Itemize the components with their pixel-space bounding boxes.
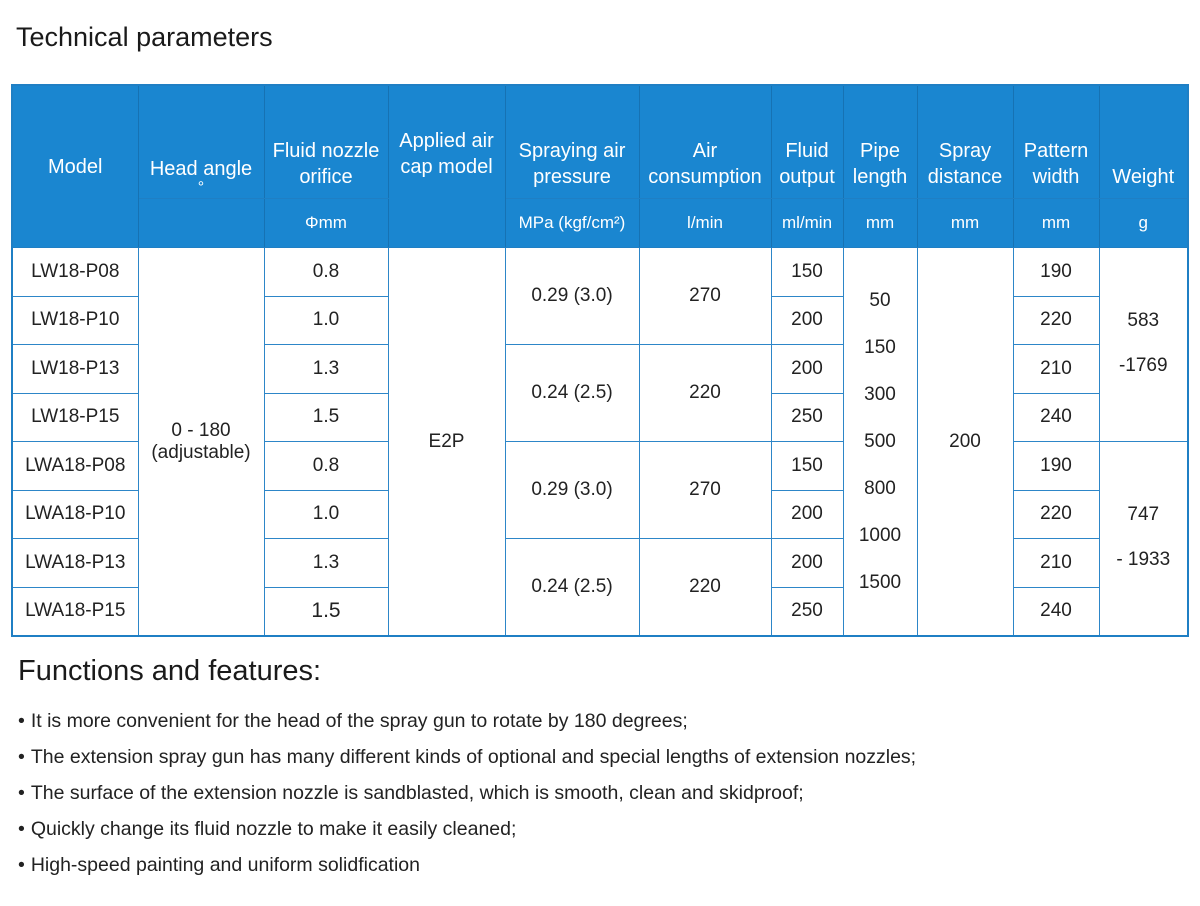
list-item: • Quickly change its fluid nozzle to make it easily cleaned;: [18, 818, 517, 840]
unit-head-angle: [138, 199, 264, 248]
header-spraying-pressure: Spraying air pressure: [505, 85, 639, 199]
header-weight: Weight: [1099, 85, 1188, 199]
unit-spraying-pressure: MPa (kgf/cm²): [505, 199, 639, 248]
technical-parameters-table-wrap: [11, 84, 1187, 629]
pattern-width-cell: 220: [1013, 490, 1099, 539]
header-pipe-length: Pipe length: [843, 85, 917, 199]
bullet-icon: •: [18, 710, 25, 732]
list-item: • High-speed painting and uniform solidfication: [18, 854, 420, 876]
model-cell: LWA18-P13: [12, 539, 138, 588]
technical-parameters-table: [11, 84, 1189, 637]
features-title: Functions and features:: [18, 655, 322, 687]
nozzle-cell: 0.8: [264, 248, 388, 297]
list-item: • It is more convenient for the head of the spray gun to rotate by 180 degrees;: [18, 710, 688, 732]
model-cell: LW18-P15: [12, 393, 138, 442]
page-title: Technical parameters: [16, 22, 273, 52]
weight-cell: 747 - 1933: [1099, 442, 1188, 637]
pattern-width-cell: 210: [1013, 539, 1099, 588]
fluid-output-cell: 150: [771, 248, 843, 297]
nozzle-cell: 1.5: [264, 587, 388, 636]
consumption-cell: 270: [639, 248, 771, 345]
nozzle-cell: 1.0: [264, 296, 388, 345]
unit-weight: g: [1099, 199, 1188, 248]
unit-pattern-width: mm: [1013, 199, 1099, 248]
nozzle-cell: 0.8: [264, 442, 388, 491]
table-row: [12, 248, 1188, 297]
weight-cell: 583 -1769: [1099, 248, 1188, 442]
air-cap-cell: E2P: [388, 248, 505, 637]
features-list: [18, 703, 916, 883]
consumption-cell: 220: [639, 539, 771, 637]
model-cell: LW18-P13: [12, 345, 138, 394]
unit-pipe-length: mm: [843, 199, 917, 248]
pattern-width-cell: 220: [1013, 296, 1099, 345]
nozzle-cell: 1.3: [264, 345, 388, 394]
fluid-output-cell: 250: [771, 393, 843, 442]
bullet-icon: •: [18, 854, 25, 876]
header-head-angle: Head angle °: [138, 85, 264, 199]
pattern-width-cell: 190: [1013, 248, 1099, 297]
fluid-output-cell: 200: [771, 345, 843, 394]
model-cell: LWA18-P10: [12, 490, 138, 539]
model-cell: LW18-P08: [12, 248, 138, 297]
unit-air-consumption: l/min: [639, 199, 771, 248]
pressure-cell: 0.29 (3.0): [505, 248, 639, 345]
pattern-width-cell: 190: [1013, 442, 1099, 491]
nozzle-cell: 1.0: [264, 490, 388, 539]
bullet-icon: •: [18, 746, 25, 768]
fluid-output-cell: 200: [771, 296, 843, 345]
nozzle-cell: 1.5: [264, 393, 388, 442]
header-air-consumption: Air consumption: [639, 85, 771, 199]
nozzle-cell: 1.3: [264, 539, 388, 588]
model-cell: LW18-P10: [12, 296, 138, 345]
header-model: Model: [12, 85, 138, 248]
header-air-cap: Applied air cap model: [388, 85, 505, 248]
head-angle-cell: 0 - 180 (adjustable): [138, 248, 264, 637]
bullet-icon: •: [18, 782, 25, 804]
consumption-cell: 220: [639, 345, 771, 442]
pressure-cell: 0.29 (3.0): [505, 442, 639, 539]
fluid-output-cell: 250: [771, 587, 843, 636]
header-pattern-width: Pattern width: [1013, 85, 1099, 199]
list-item: • The surface of the extension nozzle is sandblasted, which is smooth, clean and skidproof;: [18, 782, 804, 804]
fluid-output-cell: 200: [771, 539, 843, 588]
pressure-cell: 0.24 (2.5): [505, 539, 639, 637]
pattern-width-cell: 210: [1013, 345, 1099, 394]
list-item: • The extension spray gun has many different kinds of optional and special lengths of extension nozzles;: [18, 746, 917, 768]
unit-spray-distance: mm: [917, 199, 1013, 248]
header-spray-distance: Spray distance: [917, 85, 1013, 199]
spray-distance-cell: 200: [917, 248, 1013, 637]
header-fluid-nozzle: Fluid nozzle orifice: [264, 85, 388, 199]
fluid-output-cell: 150: [771, 442, 843, 491]
fluid-output-cell: 200: [771, 490, 843, 539]
consumption-cell: 270: [639, 442, 771, 539]
pressure-cell: 0.24 (2.5): [505, 345, 639, 442]
model-cell: LWA18-P15: [12, 587, 138, 636]
bullet-icon: •: [18, 818, 25, 840]
pattern-width-cell: 240: [1013, 587, 1099, 636]
pattern-width-cell: 240: [1013, 393, 1099, 442]
model-cell: LWA18-P08: [12, 442, 138, 491]
unit-fluid-nozzle: Φmm: [264, 199, 388, 248]
unit-fluid-output: ml/min: [771, 199, 843, 248]
pipe-length-cell: 50 150 300 500 800 1000 1500: [843, 248, 917, 637]
header-fluid-output: Fluid output: [771, 85, 843, 199]
